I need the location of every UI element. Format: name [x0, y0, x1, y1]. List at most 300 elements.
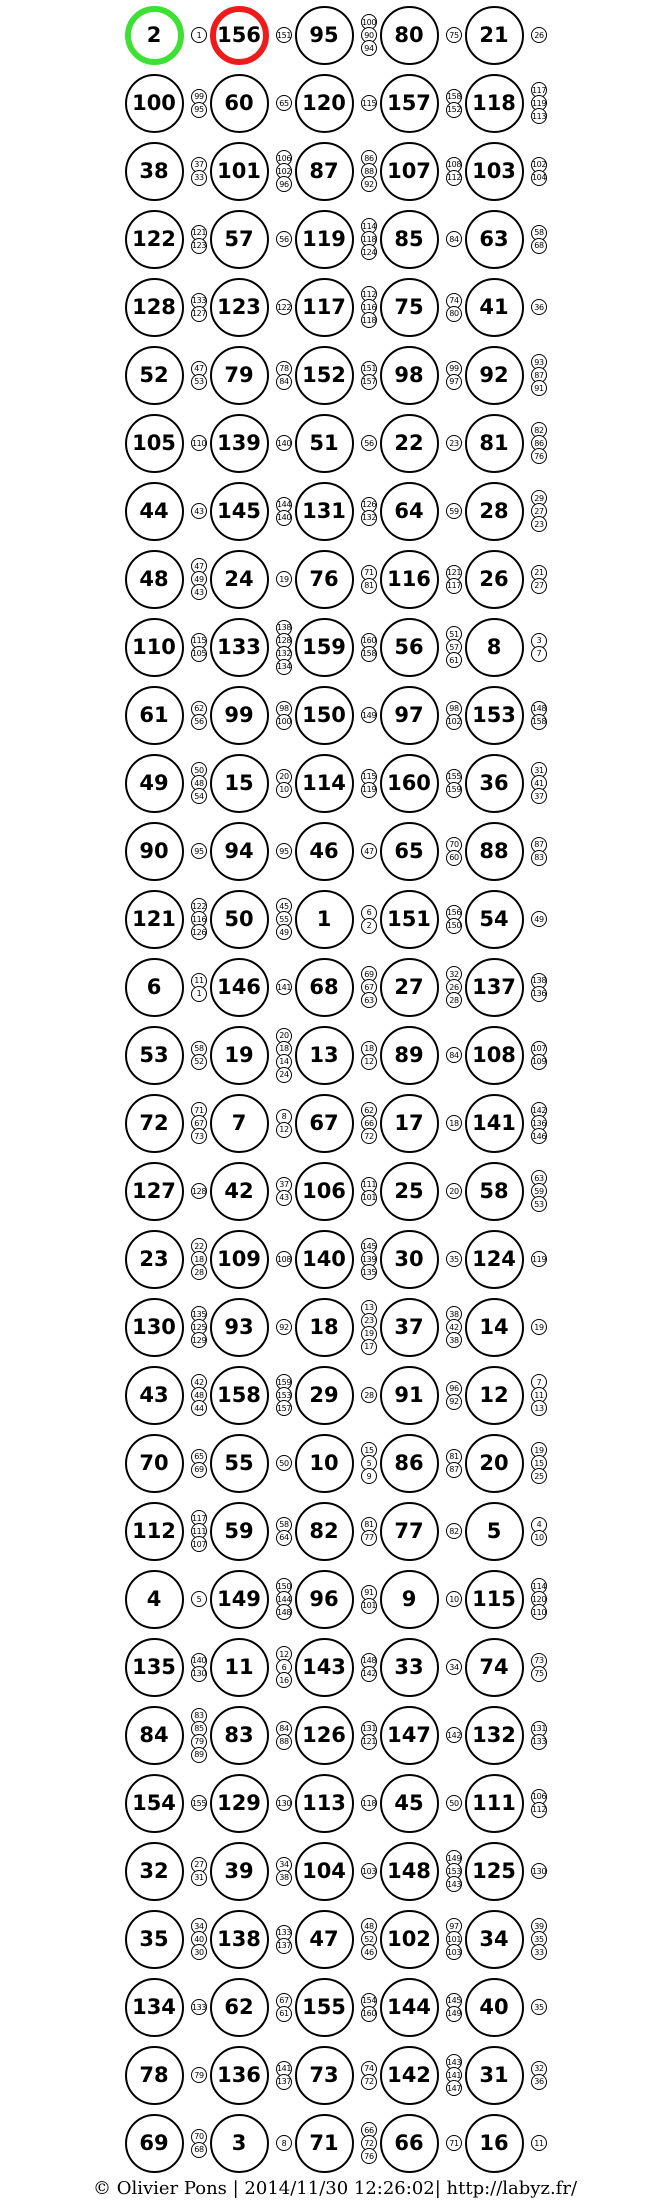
neighbor-hint: 41 [531, 775, 547, 791]
maze-cell[interactable]: 141 [465, 1094, 524, 1153]
maze-cell[interactable]: 70 [125, 1434, 184, 1493]
maze-cell[interactable]: 104 [295, 1842, 354, 1901]
neighbor-hint: 92 [361, 176, 377, 192]
maze-cell[interactable]: 41 [465, 278, 524, 337]
neighbor-hint: 101 [361, 1190, 377, 1206]
neighbor-hint: 90 [361, 27, 377, 43]
neighbor-hint: 29 [531, 490, 547, 506]
neighbor-hint: 151 [276, 27, 292, 43]
maze-cell[interactable]: 107 [380, 142, 439, 201]
maze-cell[interactable]: 10 [295, 1434, 354, 1493]
neighbor-hint: 58 [191, 1041, 207, 1057]
maze-cell[interactable]: 88 [465, 822, 524, 881]
neighbor-hint: 11 [531, 1387, 547, 1403]
neighbor-hint: 126 [361, 497, 377, 513]
maze-cell[interactable]: 33 [380, 1638, 439, 1697]
maze-cell[interactable]: 32 [125, 1842, 184, 1901]
maze-cell[interactable]: 16 [465, 2114, 524, 2173]
maze-cell[interactable]: 48 [125, 550, 184, 609]
neighbor-hint: 153 [446, 1863, 462, 1879]
neighbor-hint: 43 [191, 503, 207, 519]
neighbor-hint: 2 [361, 918, 377, 934]
maze-cell[interactable]: 53 [125, 1026, 184, 1085]
neighbor-hint: 35 [531, 1931, 547, 1947]
maze-cell[interactable]: 142 [380, 2046, 439, 2105]
maze-cell[interactable]: 43 [125, 1366, 184, 1425]
neighbor-hint: 121 [361, 1734, 377, 1750]
maze-cell[interactable]: 136 [210, 2046, 269, 2105]
maze-cell[interactable]: 28 [465, 482, 524, 541]
neighbor-hint: 130 [531, 1863, 547, 1879]
neighbor-hint: 60 [446, 850, 462, 866]
maze-cell[interactable]: 27 [380, 958, 439, 1017]
maze-cell[interactable]: 19 [210, 1026, 269, 1085]
neighbor-hint: 136 [531, 1115, 547, 1131]
neighbor-hint: 59 [446, 503, 462, 519]
maze-cell[interactable]: 78 [125, 2046, 184, 2105]
neighbor-hint: 115 [361, 769, 377, 785]
neighbor-hint: 93 [531, 354, 547, 370]
neighbor-hint: 118 [361, 312, 377, 328]
maze-cell[interactable]: 154 [125, 1774, 184, 1833]
maze-cell[interactable]: 99 [210, 686, 269, 745]
maze-cell[interactable]: 34 [465, 1910, 524, 1969]
maze-cell[interactable]: 23 [125, 1230, 184, 1289]
neighbor-hint: 94 [361, 40, 377, 56]
neighbor-hint: 19 [531, 1319, 547, 1335]
maze-cell[interactable]: 51 [295, 414, 354, 473]
neighbor-hint: 15 [531, 1455, 547, 1471]
maze-cell[interactable]: 97 [380, 686, 439, 745]
neighbor-hint: 145 [446, 1993, 462, 2009]
neighbor-hint: 50 [446, 1795, 462, 1811]
maze-cell[interactable]: 31 [465, 2046, 524, 2105]
neighbor-hint: 87 [531, 367, 547, 383]
maze-cell[interactable]: 155 [295, 1978, 354, 2037]
neighbor-hint: 51 [446, 626, 462, 642]
neighbor-hint: 71 [446, 2135, 462, 2151]
neighbor-hint: 129 [191, 1332, 207, 1348]
maze-cell[interactable]: 149 [210, 1570, 269, 1629]
maze-cell[interactable]: 11 [210, 1638, 269, 1697]
neighbor-hint: 26 [531, 27, 547, 43]
maze-cell[interactable]: 120 [295, 74, 354, 133]
maze-cell[interactable]: 5 [465, 1502, 524, 1561]
neighbor-hint: 155 [191, 1795, 207, 1811]
maze-cell[interactable]: 56 [380, 618, 439, 677]
neighbor-hint: 108 [446, 157, 462, 173]
neighbor-hint: 117 [531, 82, 547, 98]
maze-cell[interactable]: 103 [465, 142, 524, 201]
maze-cell[interactable]: 54 [465, 890, 524, 949]
neighbor-hint: 72 [361, 2135, 377, 2151]
maze-cell[interactable]: 146 [210, 958, 269, 1017]
neighbor-hint: 141 [276, 2061, 292, 2077]
maze-cell[interactable]: 30 [380, 1230, 439, 1289]
maze-cell[interactable]: 132 [465, 1706, 524, 1765]
maze-cell[interactable]: 7 [210, 1094, 269, 1153]
neighbor-hint: 61 [446, 652, 462, 668]
maze-cell[interactable]: 117 [295, 278, 354, 337]
neighbor-hint: 62 [191, 701, 207, 717]
neighbor-hint: 73 [191, 1128, 207, 1144]
neighbor-hint: 122 [191, 898, 207, 914]
neighbor-hint: 34 [446, 1659, 462, 1675]
maze-cell[interactable]: 94 [210, 822, 269, 881]
maze-cell[interactable]: 64 [380, 482, 439, 541]
neighbor-hint: 148 [276, 1604, 292, 1620]
neighbor-hint: 160 [361, 2006, 377, 2022]
neighbor-hint: 159 [276, 1374, 292, 1390]
maze-cell[interactable]: 67 [295, 1094, 354, 1153]
neighbor-hint: 18 [191, 1251, 207, 1267]
neighbor-hint: 135 [361, 1264, 377, 1280]
neighbor-hint: 38 [446, 1332, 462, 1348]
maze-cell[interactable]: 84 [125, 1706, 184, 1765]
maze-cell[interactable]: 3 [210, 2114, 269, 2173]
neighbor-hint: 149 [446, 2006, 462, 2022]
neighbor-hint: 92 [446, 1394, 462, 1410]
maze-cell[interactable]: 110 [125, 618, 184, 677]
maze-cell[interactable]: 44 [125, 482, 184, 541]
maze-cell[interactable]: 71 [295, 2114, 354, 2173]
maze-cell[interactable]: 105 [125, 414, 184, 473]
neighbor-hint: 83 [531, 850, 547, 866]
maze-cell[interactable]: 89 [380, 1026, 439, 1085]
neighbor-hint: 49 [191, 571, 207, 587]
maze-cell[interactable]: 102 [380, 1910, 439, 1969]
maze-cell[interactable]: 109 [210, 1230, 269, 1289]
maze-cell[interactable]: 148 [380, 1842, 439, 1901]
maze-cell[interactable]: 1 [295, 890, 354, 949]
neighbor-hint: 77 [361, 1530, 377, 1546]
maze-cell[interactable]: 124 [465, 1230, 524, 1289]
neighbor-hint: 88 [361, 163, 377, 179]
maze-cell[interactable]: 98 [380, 346, 439, 405]
neighbor-hint: 157 [361, 374, 377, 390]
maze-cell[interactable]: 4 [125, 1570, 184, 1629]
neighbor-hint: 131 [361, 1721, 377, 1737]
maze-cell[interactable]: 39 [210, 1842, 269, 1901]
maze-cell[interactable]: 85 [380, 210, 439, 269]
maze-cell[interactable]: 153 [465, 686, 524, 745]
maze-cell[interactable]: 59 [210, 1502, 269, 1561]
neighbor-hint: 48 [361, 1918, 377, 1934]
neighbor-hint: 119 [531, 95, 547, 111]
neighbor-hint: 76 [531, 448, 547, 464]
neighbor-hint: 130 [276, 1795, 292, 1811]
maze-cell[interactable]: 93 [210, 1298, 269, 1357]
maze-cell[interactable]: 38 [125, 142, 184, 201]
neighbor-hint: 5 [361, 1455, 377, 1471]
neighbor-hint: 95 [191, 843, 207, 859]
neighbor-hint: 128 [191, 1183, 207, 1199]
neighbor-hint: 97 [446, 374, 462, 390]
maze-cell[interactable]: 83 [210, 1706, 269, 1765]
maze-cell[interactable]: 127 [125, 1162, 184, 1221]
maze-cell[interactable]: 157 [380, 74, 439, 133]
maze-cell[interactable]: 52 [125, 346, 184, 405]
maze-cell[interactable]: 92 [465, 346, 524, 405]
neighbor-hint: 13 [361, 1300, 377, 1316]
maze-cell[interactable]: 152 [295, 346, 354, 405]
maze-cell[interactable]: 125 [465, 1842, 524, 1901]
maze-cell[interactable]: 20 [465, 1434, 524, 1493]
maze-cell[interactable]: 111 [465, 1774, 524, 1833]
neighbor-hint: 99 [191, 89, 207, 105]
maze-cell[interactable]: 65 [380, 822, 439, 881]
maze-cell[interactable]: 129 [210, 1774, 269, 1833]
end-cell[interactable]: 156 [210, 6, 269, 65]
maze-cell[interactable]: 17 [380, 1094, 439, 1153]
neighbor-hint: 110 [191, 435, 207, 451]
maze-cell[interactable]: 101 [210, 142, 269, 201]
neighbor-hint: 42 [446, 1319, 462, 1335]
neighbor-hint: 55 [276, 911, 292, 927]
neighbor-hint: 23 [531, 516, 547, 532]
maze-cell[interactable]: 131 [295, 482, 354, 541]
maze-cell[interactable]: 119 [295, 210, 354, 269]
neighbor-hint: 16 [276, 1672, 292, 1688]
maze-cell[interactable]: 122 [125, 210, 184, 269]
maze-cell[interactable]: 61 [125, 686, 184, 745]
maze-cell[interactable]: 150 [295, 686, 354, 745]
maze-cell[interactable]: 40 [465, 1978, 524, 2037]
maze-cell[interactable]: 8 [465, 618, 524, 677]
maze-cell[interactable]: 82 [295, 1502, 354, 1561]
maze-cell[interactable]: 74 [465, 1638, 524, 1697]
maze-cell[interactable]: 13 [295, 1026, 354, 1085]
neighbor-hint: 4 [531, 1517, 547, 1533]
maze-cell[interactable]: 22 [380, 414, 439, 473]
neighbor-hint: 140 [191, 1653, 207, 1669]
neighbor-hint: 112 [446, 170, 462, 186]
maze-cell[interactable]: 63 [465, 210, 524, 269]
maze-cell[interactable]: 138 [210, 1910, 269, 1969]
neighbor-hint: 1 [191, 27, 207, 43]
neighbor-hint: 18 [276, 1041, 292, 1057]
maze-cell[interactable]: 80 [380, 6, 439, 65]
neighbor-hint: 28 [191, 1264, 207, 1280]
neighbor-hint: 56 [191, 714, 207, 730]
maze-cell[interactable]: 57 [210, 210, 269, 269]
neighbor-hint: 79 [191, 1734, 207, 1750]
neighbor-hint: 53 [191, 374, 207, 390]
maze-cell[interactable]: 135 [125, 1638, 184, 1697]
maze-cell[interactable]: 144 [380, 1978, 439, 2037]
neighbor-hint: 47 [191, 558, 207, 574]
neighbor-hint: 84 [446, 1047, 462, 1063]
neighbor-hint: 44 [191, 1400, 207, 1416]
maze-cell[interactable]: 73 [295, 2046, 354, 2105]
maze-cell[interactable]: 113 [295, 1774, 354, 1833]
neighbor-hint: 34 [191, 1918, 207, 1934]
neighbor-hint: 91 [531, 380, 547, 396]
maze-cell[interactable]: 18 [295, 1298, 354, 1357]
neighbor-hint: 43 [276, 1190, 292, 1206]
maze-cell[interactable]: 9 [380, 1570, 439, 1629]
neighbor-hint: 59 [531, 1183, 547, 1199]
maze-cell[interactable]: 24 [210, 550, 269, 609]
maze-cell[interactable]: 12 [465, 1366, 524, 1425]
maze-cell[interactable]: 114 [295, 754, 354, 813]
neighbor-hint: 84 [276, 374, 292, 390]
maze-cell[interactable]: 90 [125, 822, 184, 881]
neighbor-hint: 87 [446, 1462, 462, 1478]
neighbor-hint: 142 [531, 1102, 547, 1118]
neighbor-hint: 96 [276, 176, 292, 192]
neighbor-hint: 67 [191, 1115, 207, 1131]
neighbor-hint: 5 [191, 1591, 207, 1607]
maze-cell[interactable]: 26 [465, 550, 524, 609]
maze-cell[interactable]: 42 [210, 1162, 269, 1221]
maze-cell[interactable]: 115 [465, 1570, 524, 1629]
maze-cell[interactable]: 140 [295, 1230, 354, 1289]
maze-cell[interactable]: 145 [210, 482, 269, 541]
maze-cell[interactable]: 81 [465, 414, 524, 473]
neighbor-hint: 132 [276, 646, 292, 662]
neighbor-hint: 143 [446, 2054, 462, 2070]
maze-cell[interactable]: 116 [380, 550, 439, 609]
maze-cell[interactable]: 86 [380, 1434, 439, 1493]
neighbor-hint: 58 [531, 225, 547, 241]
maze-cell[interactable]: 77 [380, 1502, 439, 1561]
maze-cell[interactable]: 37 [380, 1298, 439, 1357]
maze-cell[interactable]: 49 [125, 754, 184, 813]
neighbor-hint: 19 [361, 1326, 377, 1342]
neighbor-hint: 85 [191, 1721, 207, 1737]
maze-cell[interactable]: 35 [125, 1910, 184, 1969]
neighbor-hint: 117 [446, 578, 462, 594]
neighbor-hint: 138 [276, 620, 292, 636]
neighbor-hint: 20 [276, 1028, 292, 1044]
neighbor-hint: 49 [276, 924, 292, 940]
maze-cell[interactable]: 128 [125, 278, 184, 337]
maze-cell[interactable]: 158 [210, 1366, 269, 1425]
maze-cell[interactable]: 14 [465, 1298, 524, 1357]
neighbor-hint: 146 [531, 1128, 547, 1144]
neighbor-hint: 42 [191, 1374, 207, 1390]
maze-cell[interactable]: 151 [380, 890, 439, 949]
maze-cell[interactable]: 100 [125, 74, 184, 133]
maze-cell[interactable]: 160 [380, 754, 439, 813]
maze-cell[interactable]: 58 [465, 1162, 524, 1221]
neighbor-hint: 47 [191, 361, 207, 377]
neighbor-hint: 81 [361, 1517, 377, 1533]
neighbor-hint: 88 [276, 1734, 292, 1750]
maze-cell[interactable]: 55 [210, 1434, 269, 1493]
maze-cell[interactable]: 76 [295, 550, 354, 609]
maze-cell[interactable]: 133 [210, 618, 269, 677]
neighbor-hint: 75 [446, 27, 462, 43]
maze-cell[interactable]: 118 [465, 74, 524, 133]
neighbor-hint: 1 [191, 986, 207, 1002]
maze-cell[interactable]: 112 [125, 1502, 184, 1561]
neighbor-hint: 143 [446, 1876, 462, 1892]
neighbor-hint: 37 [531, 788, 547, 804]
maze-cell[interactable]: 69 [125, 2114, 184, 2173]
neighbor-hint: 81 [446, 1449, 462, 1465]
maze-cell[interactable]: 137 [465, 958, 524, 1017]
maze-cell[interactable]: 72 [125, 1094, 184, 1153]
neighbor-hint: 83 [191, 1708, 207, 1724]
maze-cell[interactable]: 29 [295, 1366, 354, 1425]
neighbor-hint: 18 [446, 1115, 462, 1131]
maze-cell[interactable]: 47 [295, 1910, 354, 1969]
maze-cell[interactable]: 68 [295, 958, 354, 1017]
maze-cell[interactable]: 66 [380, 2114, 439, 2173]
maze-cell[interactable]: 147 [380, 1706, 439, 1765]
neighbor-hint: 71 [191, 1102, 207, 1118]
neighbor-hint: 118 [361, 1795, 377, 1811]
neighbor-hint: 58 [276, 1517, 292, 1533]
neighbor-hint: 102 [446, 714, 462, 730]
maze-cell[interactable]: 36 [465, 754, 524, 813]
neighbor-hint: 26 [446, 979, 462, 995]
maze-cell[interactable]: 62 [210, 1978, 269, 2037]
neighbor-hint: 133 [191, 293, 207, 309]
maze-cell[interactable]: 6 [125, 958, 184, 1017]
maze-cell[interactable]: 159 [295, 618, 354, 677]
start-cell[interactable]: 2 [125, 6, 184, 65]
neighbor-hint: 98 [446, 701, 462, 717]
maze-cell[interactable]: 126 [295, 1706, 354, 1765]
neighbor-hint: 13 [531, 1400, 547, 1416]
neighbor-hint: 137 [276, 1938, 292, 1954]
maze-cell[interactable]: 25 [380, 1162, 439, 1221]
maze-cell[interactable]: 121 [125, 890, 184, 949]
maze-cell[interactable]: 130 [125, 1298, 184, 1357]
maze-cell[interactable]: 87 [295, 142, 354, 201]
neighbor-hint: 103 [446, 1944, 462, 1960]
maze-cell[interactable]: 91 [380, 1366, 439, 1425]
neighbor-hint: 54 [191, 788, 207, 804]
neighbor-hint: 8 [276, 2135, 292, 2151]
maze-cell[interactable]: 96 [295, 1570, 354, 1629]
neighbor-hint: 121 [191, 225, 207, 241]
neighbor-hint: 35 [446, 1251, 462, 1267]
maze-cell[interactable]: 45 [380, 1774, 439, 1833]
maze-cell[interactable]: 123 [210, 278, 269, 337]
neighbor-hint: 7 [531, 1374, 547, 1390]
maze-cell[interactable]: 106 [295, 1162, 354, 1221]
neighbor-hint: 156 [446, 905, 462, 921]
maze-cell[interactable]: 143 [295, 1638, 354, 1697]
maze-cell[interactable]: 134 [125, 1978, 184, 2037]
neighbor-hint: 105 [191, 646, 207, 662]
neighbor-hint: 159 [446, 782, 462, 798]
maze-cell[interactable]: 50 [210, 890, 269, 949]
neighbor-hint: 75 [531, 1666, 547, 1682]
neighbor-hint: 12 [276, 1646, 292, 1662]
neighbor-hint: 147 [446, 2080, 462, 2096]
neighbor-hint: 151 [361, 361, 377, 377]
neighbor-hint: 19 [276, 571, 292, 587]
maze-cell[interactable]: 139 [210, 414, 269, 473]
neighbor-hint: 78 [276, 361, 292, 377]
neighbor-hint: 149 [446, 1850, 462, 1866]
maze-cell[interactable]: 75 [380, 278, 439, 337]
maze-cell[interactable]: 46 [295, 822, 354, 881]
maze-cell[interactable]: 21 [465, 6, 524, 65]
maze-cell[interactable]: 95 [295, 6, 354, 65]
maze-cell[interactable]: 15 [210, 754, 269, 813]
maze-cell[interactable]: 79 [210, 346, 269, 405]
maze-cell[interactable]: 108 [465, 1026, 524, 1085]
neighbor-hint: 74 [361, 2061, 377, 2077]
neighbor-hint: 132 [361, 510, 377, 526]
maze-cell[interactable]: 60 [210, 74, 269, 133]
